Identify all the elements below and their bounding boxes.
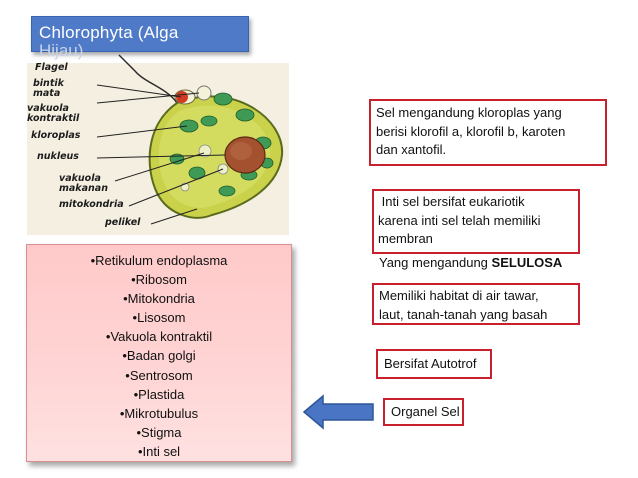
euglena-diagram xyxy=(27,63,289,235)
organelle-item: •Stigma xyxy=(136,424,182,440)
label-kloroplas: kloroplas xyxy=(31,130,81,141)
fact-habitat-line: Memiliki habitat di air tawar, xyxy=(379,288,539,303)
organelle-item: •Lisosom xyxy=(132,310,186,326)
organelle-item: •Ribosom xyxy=(131,272,187,288)
cell-wall-prefix: Yang mengandung xyxy=(379,255,492,270)
left-arrow-icon xyxy=(303,395,375,429)
slide-title-overflow xyxy=(39,41,84,62)
label-vakuola-kontraktil: vakuola kontraktil xyxy=(27,103,80,124)
fact-box-habitat xyxy=(372,283,580,325)
cell-wall-text xyxy=(379,254,562,273)
slide-title-overflow-text: Hijau) xyxy=(39,41,84,60)
fact-chloroplast-line: berisi klorofil a, klorofil b, karoten xyxy=(376,123,566,139)
organelle-item: •Plastida xyxy=(133,386,185,402)
label-vakuola-makanan: vakuola makanan xyxy=(59,173,108,194)
organelle-item: •Mikrotubulus xyxy=(119,405,199,421)
slide-title: Chlorophyta (Alga xyxy=(39,23,179,42)
organelle-list xyxy=(26,244,292,462)
organelle-item: •Vakuola kontraktil xyxy=(105,329,213,345)
fact-nucleus-line: karena inti sel telah memiliki xyxy=(378,212,541,228)
fact-box-autotroph: Bersifat Autotrof xyxy=(376,349,492,379)
fact-chloroplast-line: Sel mengandung kloroplas yang xyxy=(376,105,562,120)
label-bintik-mata: bintik mata xyxy=(33,78,64,99)
fact-chloroplast-line: dan xantofil. xyxy=(376,142,447,157)
cell-wall-bold: SELULOSA xyxy=(491,255,563,270)
fact-nucleus-line: Inti sel bersifat eukariotik xyxy=(378,194,525,209)
fact-box-chloroplast xyxy=(369,99,607,166)
label-mitokondria: mitokondria xyxy=(59,199,124,210)
fact-nucleus-line: membran xyxy=(378,231,433,246)
label-nukleus: nukleus xyxy=(37,151,79,162)
organelle-item: •Sentrosom xyxy=(125,367,193,383)
label-pelikel: pelikel xyxy=(105,217,141,228)
organelle-item: •Badan golgi xyxy=(122,348,196,364)
organelle-item: •Retikulum endoplasma xyxy=(90,253,228,268)
organel-sel-box: Organel Sel xyxy=(383,398,464,426)
fact-box-nucleus xyxy=(372,189,580,254)
label-flagel: Flagel xyxy=(35,62,68,73)
organelle-item: •Mitokondria xyxy=(123,291,195,307)
fact-habitat-line: laut, tanah-tanah yang basah xyxy=(379,306,548,322)
organelle-item: •Inti sel xyxy=(137,443,181,459)
